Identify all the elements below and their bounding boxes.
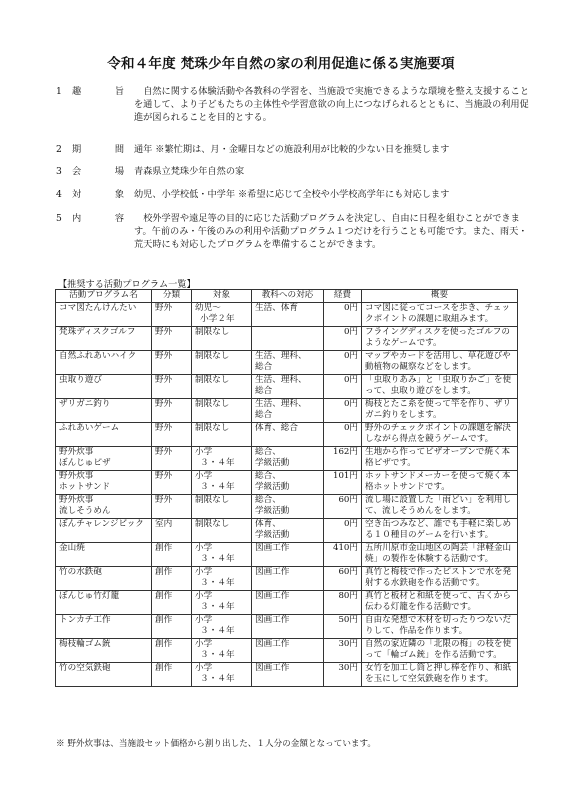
- table-cell: 幼児～ 小学２年: [192, 302, 252, 326]
- table-cell: 梅枝とたこ糸を使って竿を作り、ザリガニ釣りをします。: [362, 398, 518, 422]
- section-number: 2: [56, 144, 62, 155]
- table-cell: コマ図に従ってコースを歩き、チェックポイントの課題に取組みます。: [362, 302, 518, 326]
- section-label: 期 間: [72, 144, 124, 155]
- table-cell: 野外炊事 ホットサンド: [56, 470, 152, 494]
- table-cell: 創作: [152, 590, 192, 614]
- table-cell: 生活、体育: [252, 302, 324, 326]
- table-title: 【推奨する活動プログラム一覧】: [58, 279, 196, 290]
- column-header: 活動プログラム名: [56, 290, 152, 303]
- table-row: [56, 302, 518, 326]
- table-cell: マップやカードを活用し、草花遊びや動植物の観察などをします。: [362, 350, 518, 374]
- section-number: 1: [56, 86, 62, 97]
- table-cell: 野外: [152, 446, 192, 470]
- table-cell: 101円: [324, 470, 362, 494]
- table-cell: 総合、 学級活動: [252, 446, 324, 470]
- table-cell: ホットサンドメーカーを使って焼く本格ホットサンドです。: [362, 470, 518, 494]
- table-cell: ぼんチャレンジビック: [56, 518, 152, 542]
- section-label: 内 容: [72, 213, 124, 224]
- table-row: [56, 542, 518, 566]
- section-number: 4: [56, 189, 62, 200]
- table-row: [56, 398, 518, 422]
- section-body: 校外学習や遠足等の目的に応じた活動プログラムを決定し、自由に日程を組むことができます。午前のみ・午後のみの利用や活動プログラム１つだけを行うことも可能です。また、雨天・荒天時にも対応したプログラムを準備することができます。: [134, 213, 528, 250]
- table-cell: 30円: [324, 662, 362, 686]
- table-cell: 金山焼: [56, 542, 152, 566]
- table-cell: 女竹を加工し筒と押し棒を作り、和紙を玉にして空気鉄砲を作ります。: [362, 662, 518, 686]
- table-cell: 虫取り遊び: [56, 374, 152, 398]
- table-cell: 0円: [324, 350, 362, 374]
- table-cell: 野外: [152, 350, 192, 374]
- table-cell: 制限なし: [192, 350, 252, 374]
- table-cell: 竹の水鉄砲: [56, 566, 152, 590]
- table-cell: 総合、 学級活動: [252, 470, 324, 494]
- table-cell: 0円: [324, 326, 362, 350]
- table-cell: 創作: [152, 542, 192, 566]
- table-cell: 流し場に設置した「雨どい」を利用して、流しそうめんをします。: [362, 494, 518, 518]
- table-cell: 創作: [152, 566, 192, 590]
- table-cell: 創作: [152, 614, 192, 638]
- table-cell: 梅枝輪ゴム銃: [56, 638, 152, 662]
- table-cell: 野外炊事 流しそうめん: [56, 494, 152, 518]
- table-row: [56, 374, 518, 398]
- section-body: 自然に関する体験活動や各教科の学習を、当施設で実施できるような環境を整え支援することを通して、より子どもたちの主体性や学習意欲の向上につなげられるとともに、当施設の利用促進が図られることを目的とする。: [134, 86, 530, 123]
- table-cell: トンカチ工作: [56, 614, 152, 638]
- table-cell: 小学 ３・４年: [192, 662, 252, 686]
- column-header: 対象: [192, 290, 252, 303]
- table-cell: フライングディスクを使ったゴルフのようなゲームです。: [362, 326, 518, 350]
- table-cell: 0円: [324, 398, 362, 422]
- table-cell: ふれあいゲーム: [56, 422, 152, 446]
- table-cell: 体育、総合: [252, 422, 324, 446]
- table-cell: 真竹と板材と和紙を使って、古くから伝わる灯籠を作る活動です。: [362, 590, 518, 614]
- table-cell: 制限なし: [192, 494, 252, 518]
- table-cell: 野外: [152, 374, 192, 398]
- table-cell: 162円: [324, 446, 362, 470]
- table-cell: 小学 ３・４年: [192, 590, 252, 614]
- table-cell: 生活、理科、 総合: [252, 398, 324, 422]
- table-cell: 60円: [324, 494, 362, 518]
- section-body: 通年 ※繁忙期は、月・金曜日などの施設利用が比較的少ない日を推奨します: [134, 144, 450, 155]
- table-row: [56, 326, 518, 350]
- table-cell: 0円: [324, 422, 362, 446]
- table-cell: 小学 ３・４年: [192, 542, 252, 566]
- footnote: ※ 野外炊事は、当施設セット価格から割り出した、１人分の金額となっています。: [56, 739, 377, 749]
- table-cell: 0円: [324, 374, 362, 398]
- column-header: 教科への対応: [252, 290, 324, 303]
- table-cell: 小学 ３・４年: [192, 446, 252, 470]
- table-cell: 空き缶つみなど、誰でも手軽に楽しめる１０種目のゲームを行います。: [362, 518, 518, 542]
- page-title: 令和４年度 梵珠少年自然の家の利用促進に係る実施要項: [107, 56, 455, 72]
- table-cell: 生地から作ってピザオーブンで焼く本格ピザです。: [362, 446, 518, 470]
- table-cell: 梵珠ディスクゴルフ: [56, 326, 152, 350]
- table-cell: 30円: [324, 638, 362, 662]
- table-cell: 制限なし: [192, 326, 252, 350]
- table-cell: 野外: [152, 326, 192, 350]
- column-header: 経費: [324, 290, 362, 303]
- table-row: [56, 590, 518, 614]
- table-cell: 野外炊事 ぼんじゅピザ: [56, 446, 152, 470]
- table-cell: 五所川原市金山地区の陶芸「津軽金山焼」の製作を体験する活動です。: [362, 542, 518, 566]
- table-row: [56, 350, 518, 374]
- table-row: [56, 662, 518, 686]
- section-body: 青森県立梵珠少年自然の家: [134, 166, 245, 177]
- table-row: [56, 518, 518, 542]
- table-row: [56, 566, 518, 590]
- section-label: 会 場: [72, 166, 124, 177]
- table-cell: 野外のチェックポイントの課題を解決しながら得点を競うゲームです。: [362, 422, 518, 446]
- table-cell: 図画工作: [252, 662, 324, 686]
- table-cell: 生活、理科、 総合: [252, 374, 324, 398]
- table-cell: 自由な発想で木材を切ったりつないだりして、作品を作ります。: [362, 614, 518, 638]
- table-header-row: [56, 290, 518, 303]
- table-cell: 生活、理科、 総合: [252, 350, 324, 374]
- table-cell: 制限なし: [192, 398, 252, 422]
- table-row: [56, 638, 518, 662]
- table-row: [56, 494, 518, 518]
- table-row: [56, 446, 518, 470]
- table-cell: 野外: [152, 398, 192, 422]
- table-cell: 総合、 学級活動: [252, 494, 324, 518]
- table-cell: 野外: [152, 422, 192, 446]
- table-cell: 小学 ３・４年: [192, 470, 252, 494]
- section-number: 5: [56, 213, 62, 224]
- table-cell: 制限なし: [192, 374, 252, 398]
- section-label: 対 象: [72, 189, 124, 200]
- table-cell: 「虫取りあみ」と「虫取りかご」を使って、虫取り遊びをします。: [362, 374, 518, 398]
- table-cell: 小学 ３・４年: [192, 638, 252, 662]
- table-cell: ザリガニ釣り: [56, 398, 152, 422]
- table-cell: 小学 ３・４年: [192, 614, 252, 638]
- table-cell: 図画工作: [252, 542, 324, 566]
- table-row: [56, 470, 518, 494]
- table-cell: 自然の家近隣の「北限の梅」の枝を使って「輪ゴム銃」を作る活動です。: [362, 638, 518, 662]
- table-cell: 創作: [152, 638, 192, 662]
- table-cell: 0円: [324, 302, 362, 326]
- table-cell: 80円: [324, 590, 362, 614]
- table-cell: 410円: [324, 542, 362, 566]
- table-cell: 0円: [324, 518, 362, 542]
- column-header: 分類: [152, 290, 192, 303]
- section-label: 趣 旨: [72, 86, 124, 97]
- table-cell: 50円: [324, 614, 362, 638]
- column-header: 概要: [362, 290, 518, 303]
- table-cell: 自然ふれあいハイク: [56, 350, 152, 374]
- section-body: 幼児、小学校低・中学年 ※希望に応じて全校や小学校高学年にも対応します: [134, 189, 450, 200]
- table-cell: [252, 326, 324, 350]
- table-cell: 竹の空気鉄砲: [56, 662, 152, 686]
- table-cell: 創作: [152, 662, 192, 686]
- table-cell: 図画工作: [252, 566, 324, 590]
- table-cell: 図画工作: [252, 590, 324, 614]
- table-cell: 室内: [152, 518, 192, 542]
- table-cell: 制限なし: [192, 518, 252, 542]
- table-cell: 野外: [152, 470, 192, 494]
- program-table: [55, 289, 518, 687]
- table-row: [56, 614, 518, 638]
- table-cell: 図画工作: [252, 638, 324, 662]
- table-cell: 図画工作: [252, 614, 324, 638]
- table-cell: 制限なし: [192, 422, 252, 446]
- table-row: [56, 422, 518, 446]
- table-cell: 真竹と梅枝で作ったピストンで水を発射する水鉄砲を作る活動です。: [362, 566, 518, 590]
- section-number: 3: [56, 166, 62, 177]
- table-cell: 野外: [152, 494, 192, 518]
- table-cell: 小学 ３・４年: [192, 566, 252, 590]
- table-cell: コマ図たんけんたい: [56, 302, 152, 326]
- table-cell: ぼんじゅ竹灯籠: [56, 590, 152, 614]
- table-cell: 60円: [324, 566, 362, 590]
- table-cell: 体育、 学級活動: [252, 518, 324, 542]
- table-cell: 野外: [152, 302, 192, 326]
